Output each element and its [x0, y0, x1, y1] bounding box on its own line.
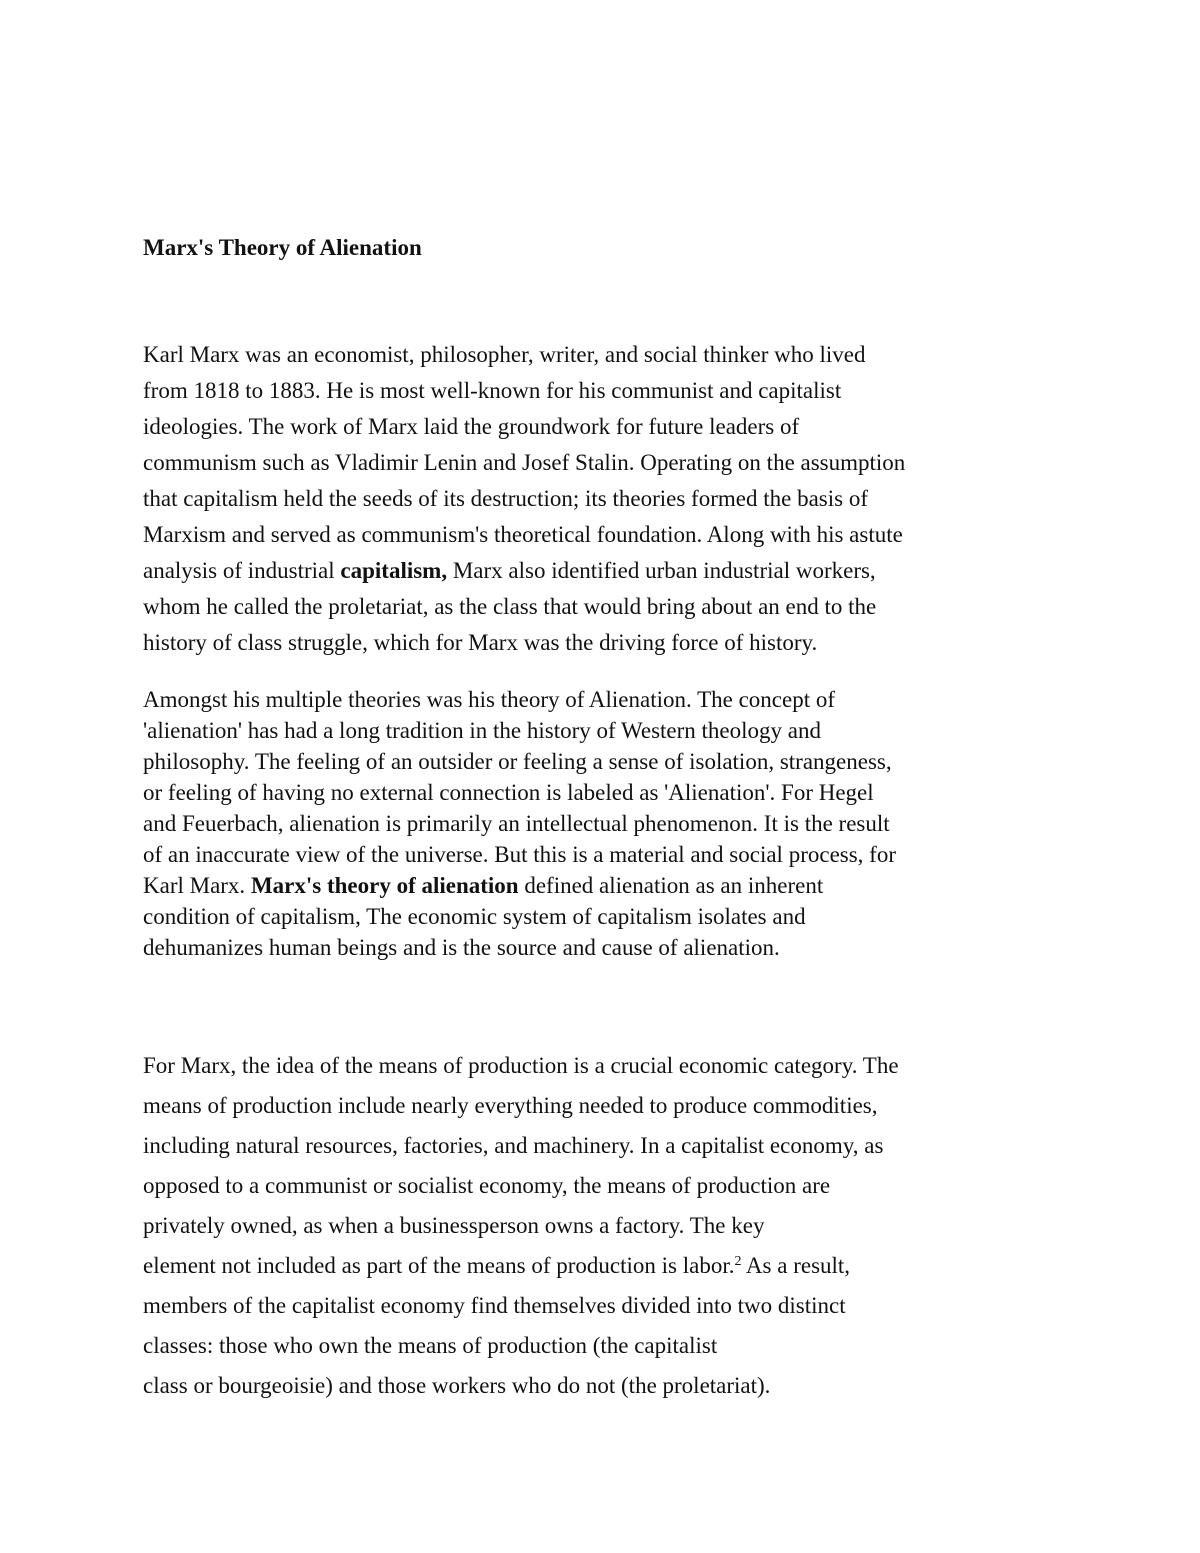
text-line: ideologies. The work of Marx laid the groundwork for future leaders of — [143, 414, 800, 439]
text-line: For Marx, the idea of the means of production is a crucial economic category. The — [143, 1053, 899, 1078]
bold-term-capitalism: capitalism, — [340, 558, 448, 583]
text-line — [143, 1246, 899, 1286]
paragraph-theory-of-alienation — [143, 684, 896, 963]
text-line: history of class struggle, which for Marx was the driving force of history. — [143, 630, 818, 655]
text-line: Karl Marx was an economist, philosopher, writer, and social thinker who lived — [143, 342, 866, 367]
text-line: Amongst his multiple theories was his theory of Alienation. The concept of — [143, 687, 836, 712]
text-line — [143, 553, 905, 589]
text-line: members of the capitalist economy find themselves divided into two distinct — [143, 1293, 846, 1318]
text-line: class or bourgeoisie) and those workers who do not (the proletariat). — [143, 1373, 771, 1398]
text-line: of an inaccurate view of the universe. But this is a material and social process, for — [143, 842, 896, 867]
text-run: analysis of industrial — [143, 558, 341, 583]
text-run: As a result, — [741, 1253, 851, 1278]
text-run: element not included as part of the means of production is labor. — [143, 1253, 735, 1278]
text-line: opposed to a communist or socialist economy, the means of production are — [143, 1173, 831, 1198]
text-run: defined alienation as an inherent — [518, 873, 824, 898]
text-line: privately owned, as when a businessperson owns a factory. The key — [143, 1213, 765, 1238]
text-line: whom he called the proletariat, as the class that would bring about an end to the — [143, 594, 877, 619]
text-run: Marx also identified urban industrial workers, — [447, 558, 876, 583]
text-line: communism such as Vladimir Lenin and Josef Stalin. Operating on the assumption — [143, 450, 906, 475]
text-line — [143, 870, 896, 901]
text-line: 'alienation' has had a long tradition in the history of Western theology and — [143, 718, 821, 743]
text-line: from 1818 to 1883. He is most well-known for his communist and capitalist — [143, 378, 842, 403]
paragraph-marx-biography — [143, 337, 905, 661]
text-line: that capitalism held the seeds of its destruction; its theories formed the basis of — [143, 486, 868, 511]
text-line: classes: those who own the means of production (the capitalist — [143, 1333, 718, 1358]
bold-term-theory-of-alienation: Marx's theory of alienation — [250, 873, 519, 898]
text-run: Karl Marx. — [143, 873, 251, 898]
footnote-reference[interactable]: 2 — [734, 1254, 742, 1269]
text-line: or feeling of having no external connection is labeled as 'Alienation'. For Hegel — [143, 780, 874, 805]
text-line: means of production include nearly everything needed to produce commodities, — [143, 1093, 878, 1118]
text-line: including natural resources, factories, and machinery. In a capitalist economy, as — [143, 1133, 884, 1158]
text-line: dehumanizes human beings and is the source and cause of alienation. — [143, 935, 780, 960]
document-title: Marx's Theory of Alienation — [143, 235, 422, 260]
text-line: and Feuerbach, alienation is primarily an intellectual phenomenon. It is the result — [143, 811, 890, 836]
text-line: philosophy. The feeling of an outsider or feeling a sense of isolation, strangeness, — [143, 749, 892, 774]
text-line: Marxism and served as communism's theoretical foundation. Along with his astute — [143, 522, 903, 547]
text-line: condition of capitalism, The economic system of capitalism isolates and — [143, 904, 806, 929]
paragraph-means-of-production — [143, 1046, 899, 1406]
